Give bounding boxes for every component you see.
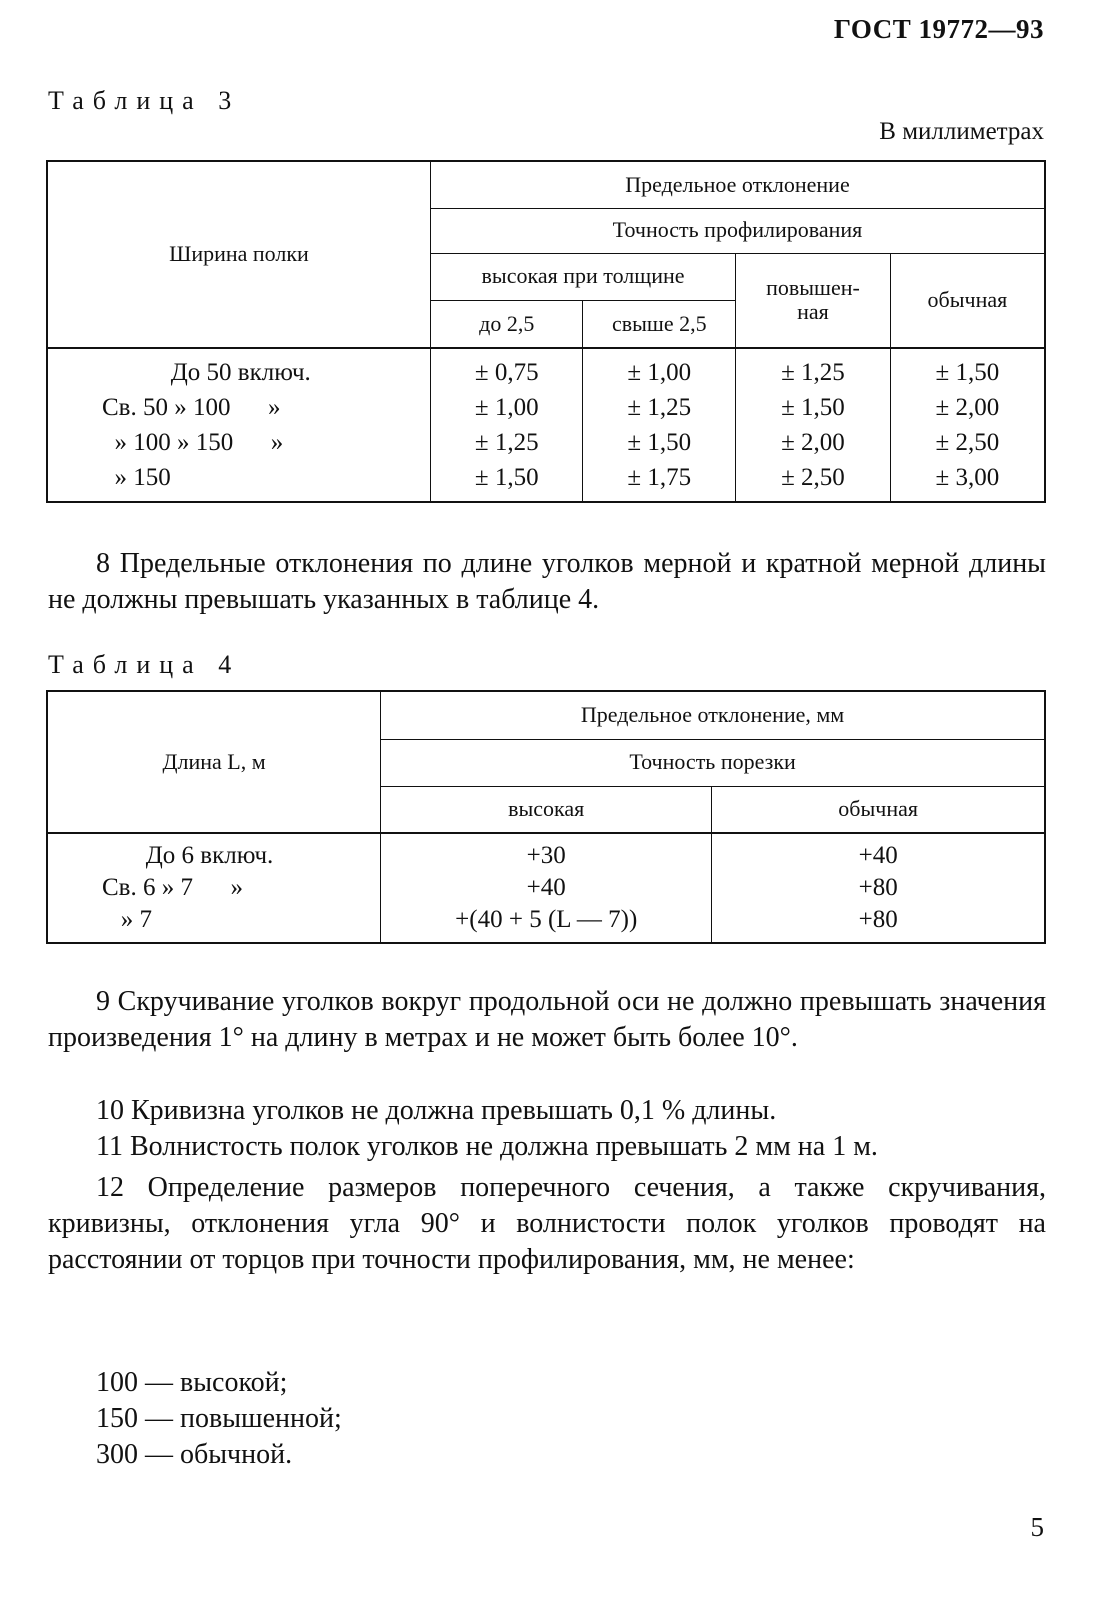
table4-caption: Таблица 4 [48,650,241,679]
table4-col-high [381,833,712,943]
table3-row-label: Св. 50 » 100 » [102,394,281,421]
table3-cell: ± 3,00 [935,464,1000,491]
table4-col-length-header: Длина L, м [47,691,381,833]
table4-cell: +30 [526,842,566,869]
table4-cell: +40 [526,874,566,901]
table3-over-header: свыше 2,5 [583,300,736,348]
table3-col-width-header: Ширина полки [47,161,430,348]
table4-row-label: До 6 включ. [102,842,274,869]
table4-normal-header: обычная [712,786,1045,833]
table3-cell: ± 2,00 [935,394,1000,421]
table3-cell: ± 1,50 [781,394,845,421]
table3-cell: ± 2,50 [781,464,845,491]
paragraph-10 [48,1093,1046,1129]
table4-row-label: Св. 6 » 7 » [102,874,243,901]
list-item: 150 — повышенной; [96,1403,342,1434]
paragraph-10-text: 10 Кривизна уголков не должна превышать 0,1 % длины. [96,1095,777,1126]
table3-cell: ± 1,50 [627,429,692,456]
table3-row-label: » 150 [102,464,171,491]
table3-units: В миллиметрах [879,118,1044,145]
table3-row-labels [47,348,430,502]
table4 [46,690,1046,944]
list-item: 300 — обычной. [96,1439,293,1470]
table3-cell: ± 1,25 [781,359,845,386]
table3-cell: ± 2,00 [781,429,845,456]
table3-cell: ± 2,50 [935,429,1000,456]
table4-accuracy-header: Точность порезки [381,739,1045,786]
table4-cell: +(40 + 5 (L — 7)) [455,906,638,933]
table4-cell: +80 [858,906,898,933]
table4-deviation-header: Предельное отклонение, мм [381,691,1045,739]
table4-row-label: » 7 [102,906,152,933]
table4-cell: +80 [858,874,898,901]
table4-col-normal [712,833,1045,943]
table3-increased-header: повышен- ная [736,253,891,348]
list-item: 100 — высокой; [96,1367,288,1398]
paragraph-9-text: 9 Скручивание уголков вокруг продольной оси не должно превышать значения произведения 1° на длину в метрах и не может быть более 10°. [48,986,1046,1053]
table3-col-increased [736,348,891,502]
table3-row-label: До 50 включ. [102,359,311,386]
table3-upto-header: до 2,5 [430,300,583,348]
table3-col-normal [890,348,1045,502]
table4-high-header: высокая [381,786,712,833]
paragraph-9 [48,984,1046,1056]
standard-designation: ГОСТ 19772—93 [833,14,1044,44]
table3-cell: ± 1,75 [627,464,692,491]
table3 [46,160,1046,503]
table3-high-header: высокая при толщине [430,253,735,300]
table4-row-labels [47,833,381,943]
table3-row-label: » 100 » 150 » [102,429,284,456]
table3-deviation-header: Предельное отклонение [430,161,1045,208]
table3-cell: ± 1,00 [474,394,539,421]
paragraph-12 [48,1170,1046,1278]
paragraph-11-text: 11 Волнистость полок уголков не должна превышать 2 мм на 1 м. [96,1131,878,1162]
table3-cell: ± 1,00 [627,359,692,386]
table3-cell: ± 0,75 [474,359,539,386]
paragraph-12-text: 12 Определение размеров поперечного сечения, а также скручивания, кривизны, отклонения угла 90° и волнистости полок уголков проводят на расстоянии от торцов при точности профилирования, мм, не менее: [48,1172,1046,1275]
table3-col-over [583,348,736,502]
table3-normal-header: обычная [890,253,1045,348]
table3-cell: ± 1,50 [474,464,539,491]
paragraph-8-text: 8 Предельные отклонения по длине уголков мерной и кратной мерной длины не должны превышать указанных в таблице 4. [48,548,1046,615]
table3-col-upto [430,348,583,502]
table3-cell: ± 1,25 [627,394,692,421]
table3-cell: ± 1,50 [935,359,1000,386]
table3-cell: ± 1,25 [474,429,539,456]
paragraph-11 [48,1129,1046,1165]
table3-accuracy-header: Точность профилирования [430,208,1045,253]
table4-cell: +40 [858,842,898,869]
table3-caption: Таблица 3 [48,86,241,115]
page-number: 5 [1030,1512,1044,1542]
paragraph-8 [48,546,1046,618]
